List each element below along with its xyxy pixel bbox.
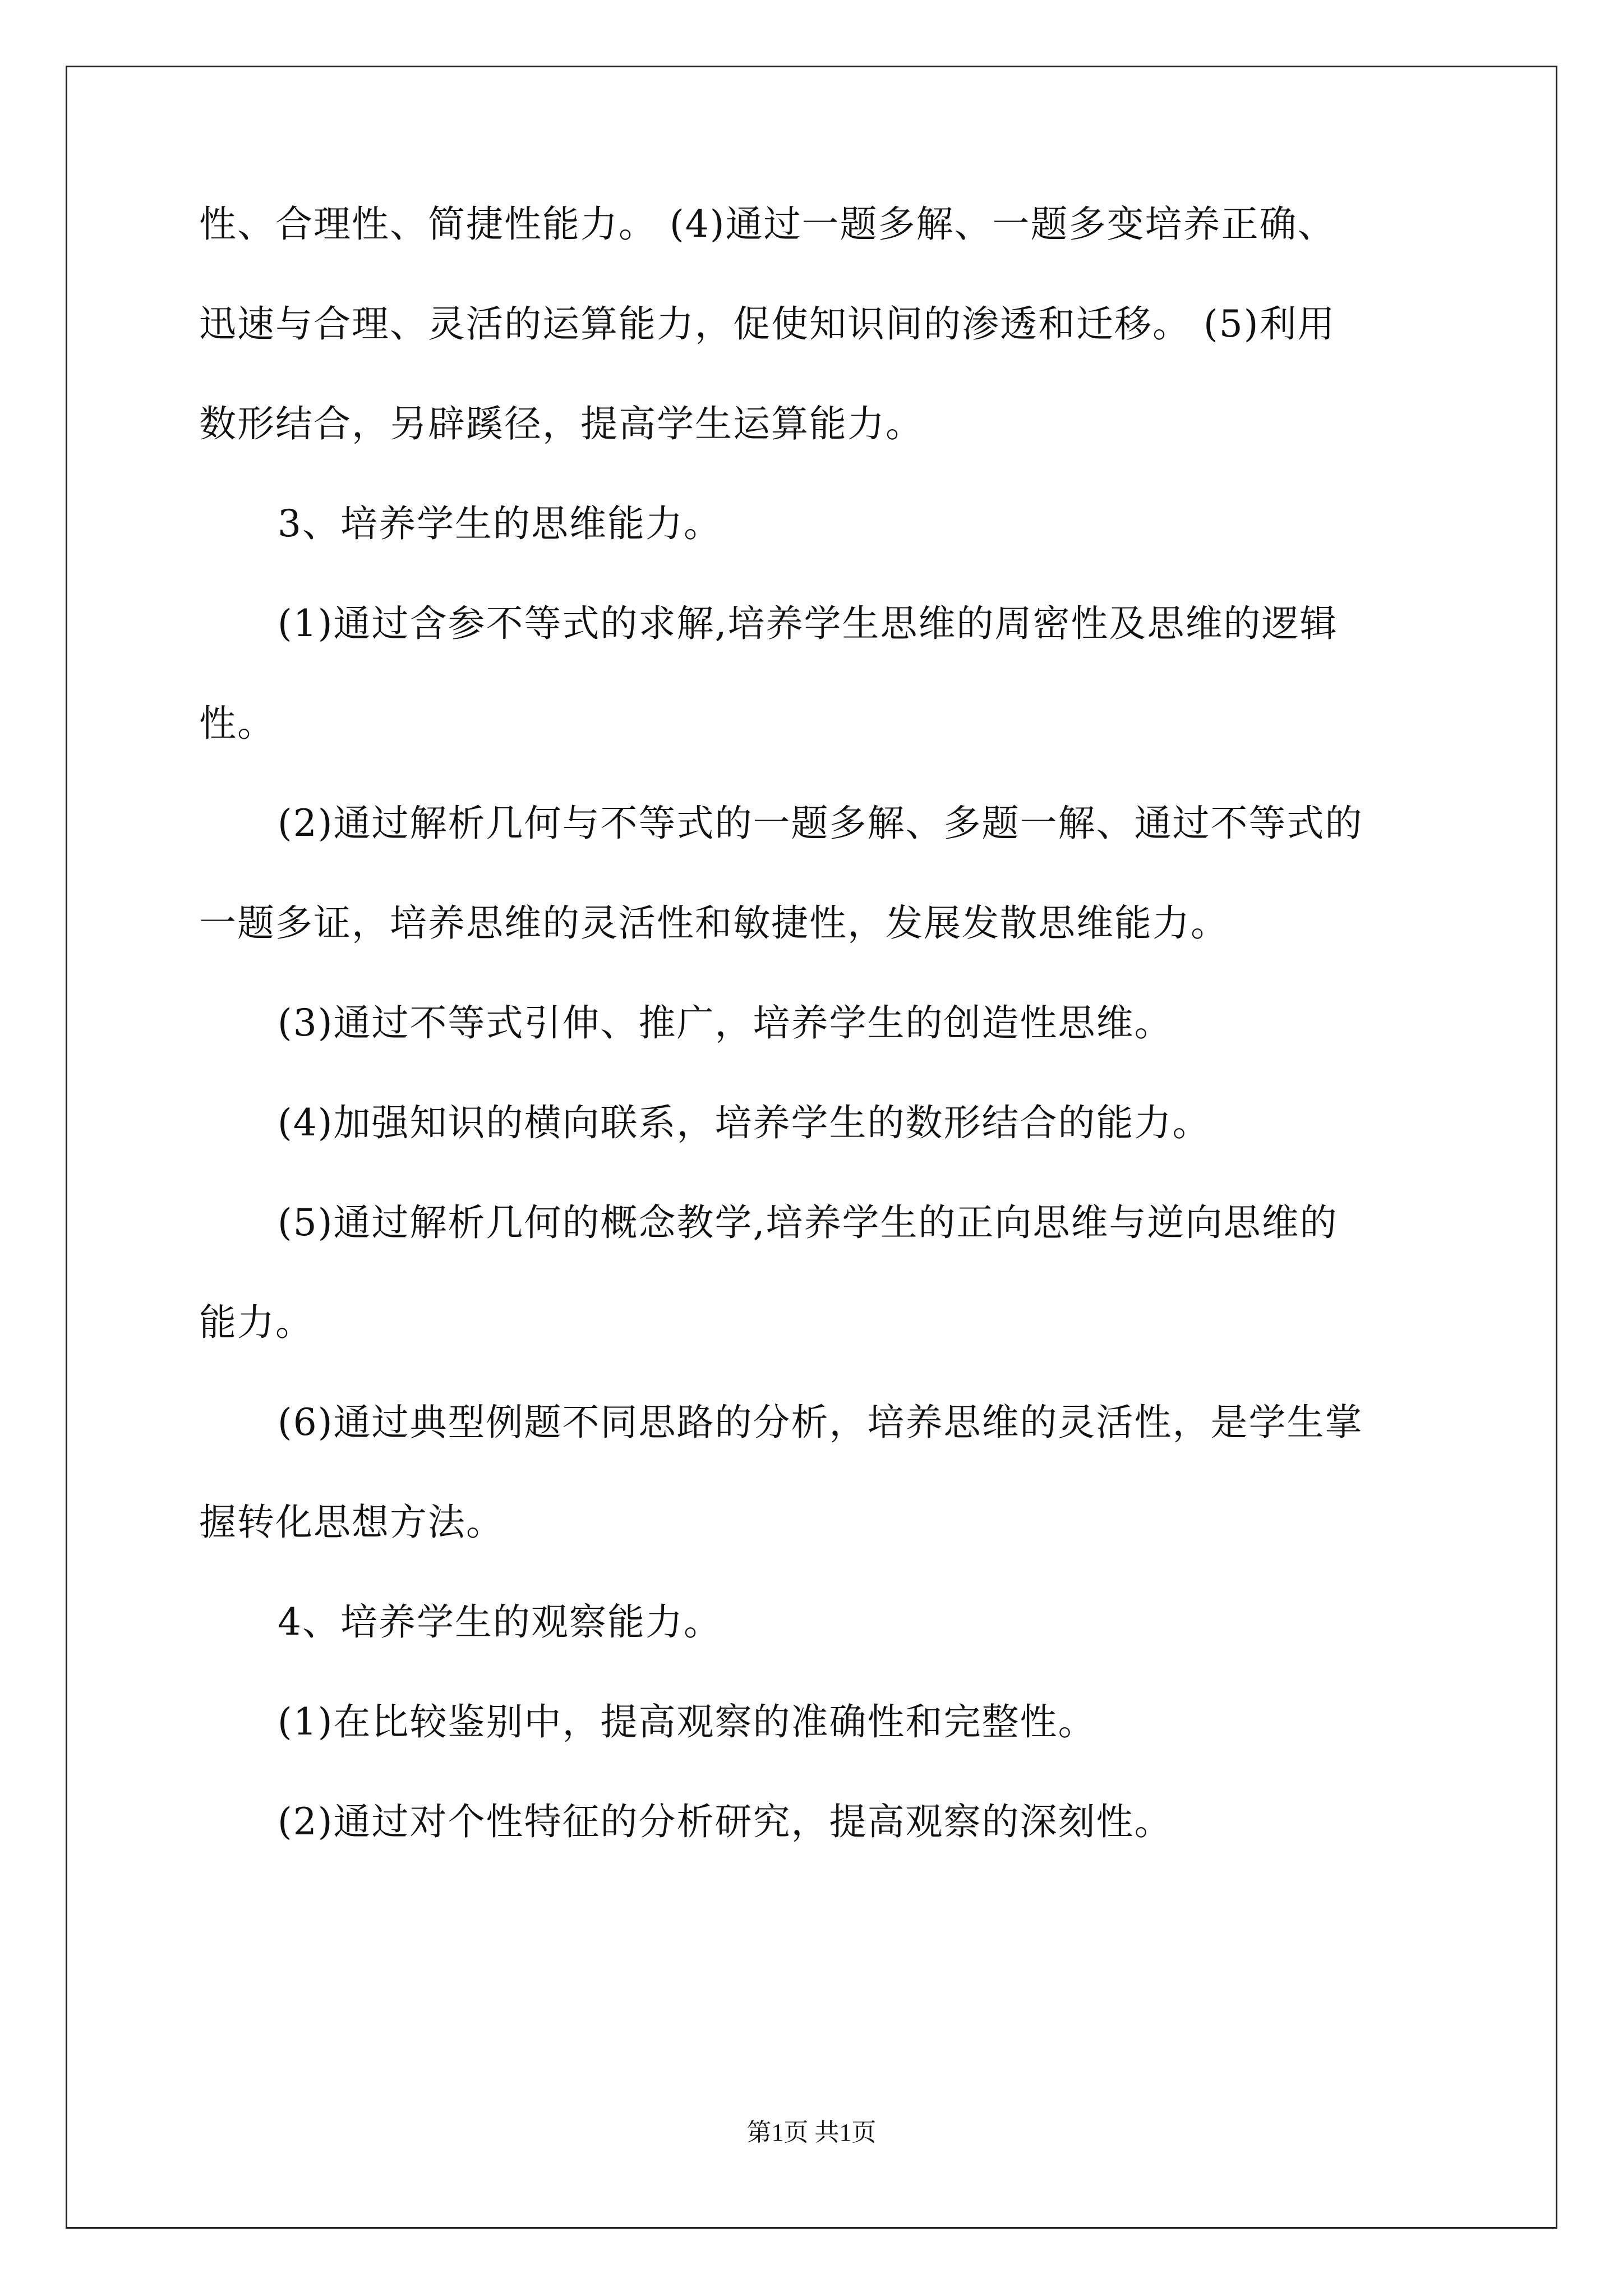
section-heading: 4、培养学生的观察能力。 [278, 1600, 722, 1644]
section-heading: 3、培养学生的思维能力。 [278, 502, 722, 545]
text-line: 能力。 [199, 1301, 313, 1344]
text-line: 性、合理性、简捷性能力。 (4)通过一题多解、一题多变培养正确、 [199, 203, 1336, 246]
text-line: 数形结合，另辟蹊径，提高学生运算能力。 [199, 402, 924, 445]
text-line: (3)通过不等式引伸、推广，培养学生的创造性思维。 [278, 1001, 1173, 1045]
text-line: 性。 [199, 702, 275, 745]
text-line: (1)在比较鉴别中，提高观察的准确性和完整性。 [278, 1700, 1096, 1743]
text-line: 握转化思想方法。 [199, 1501, 504, 1544]
page-footer: 第1页 共1页 [746, 2119, 877, 2146]
text-line: (6)通过典型例题不同思路的分析，培养思维的灵活性，是学生掌 [278, 1401, 1363, 1444]
text-line: (1)通过含参不等式的求解,培养学生思维的周密性及思维的逻辑 [278, 602, 1338, 645]
text-line: (2)通过对个性特征的分析研究，提高观察的深刻性。 [278, 1800, 1173, 1843]
text-line: 迅速与合理、灵活的运算能力，促使知识间的渗透和迁移。 (5)利用 [199, 302, 1336, 346]
text-line: (4)加强知识的横向联系，培养学生的数形结合的能力。 [278, 1101, 1211, 1144]
text-line: 一题多证，培养思维的灵活性和敏捷性，发展发散思维能力。 [199, 901, 1229, 945]
text-line: (5)通过解析几何的概念教学,培养学生的正向思维与逆向思维的 [278, 1201, 1338, 1244]
text-line: (2)通过解析几何与不等式的一题多解、多题一解、通过不等式的 [278, 802, 1363, 845]
